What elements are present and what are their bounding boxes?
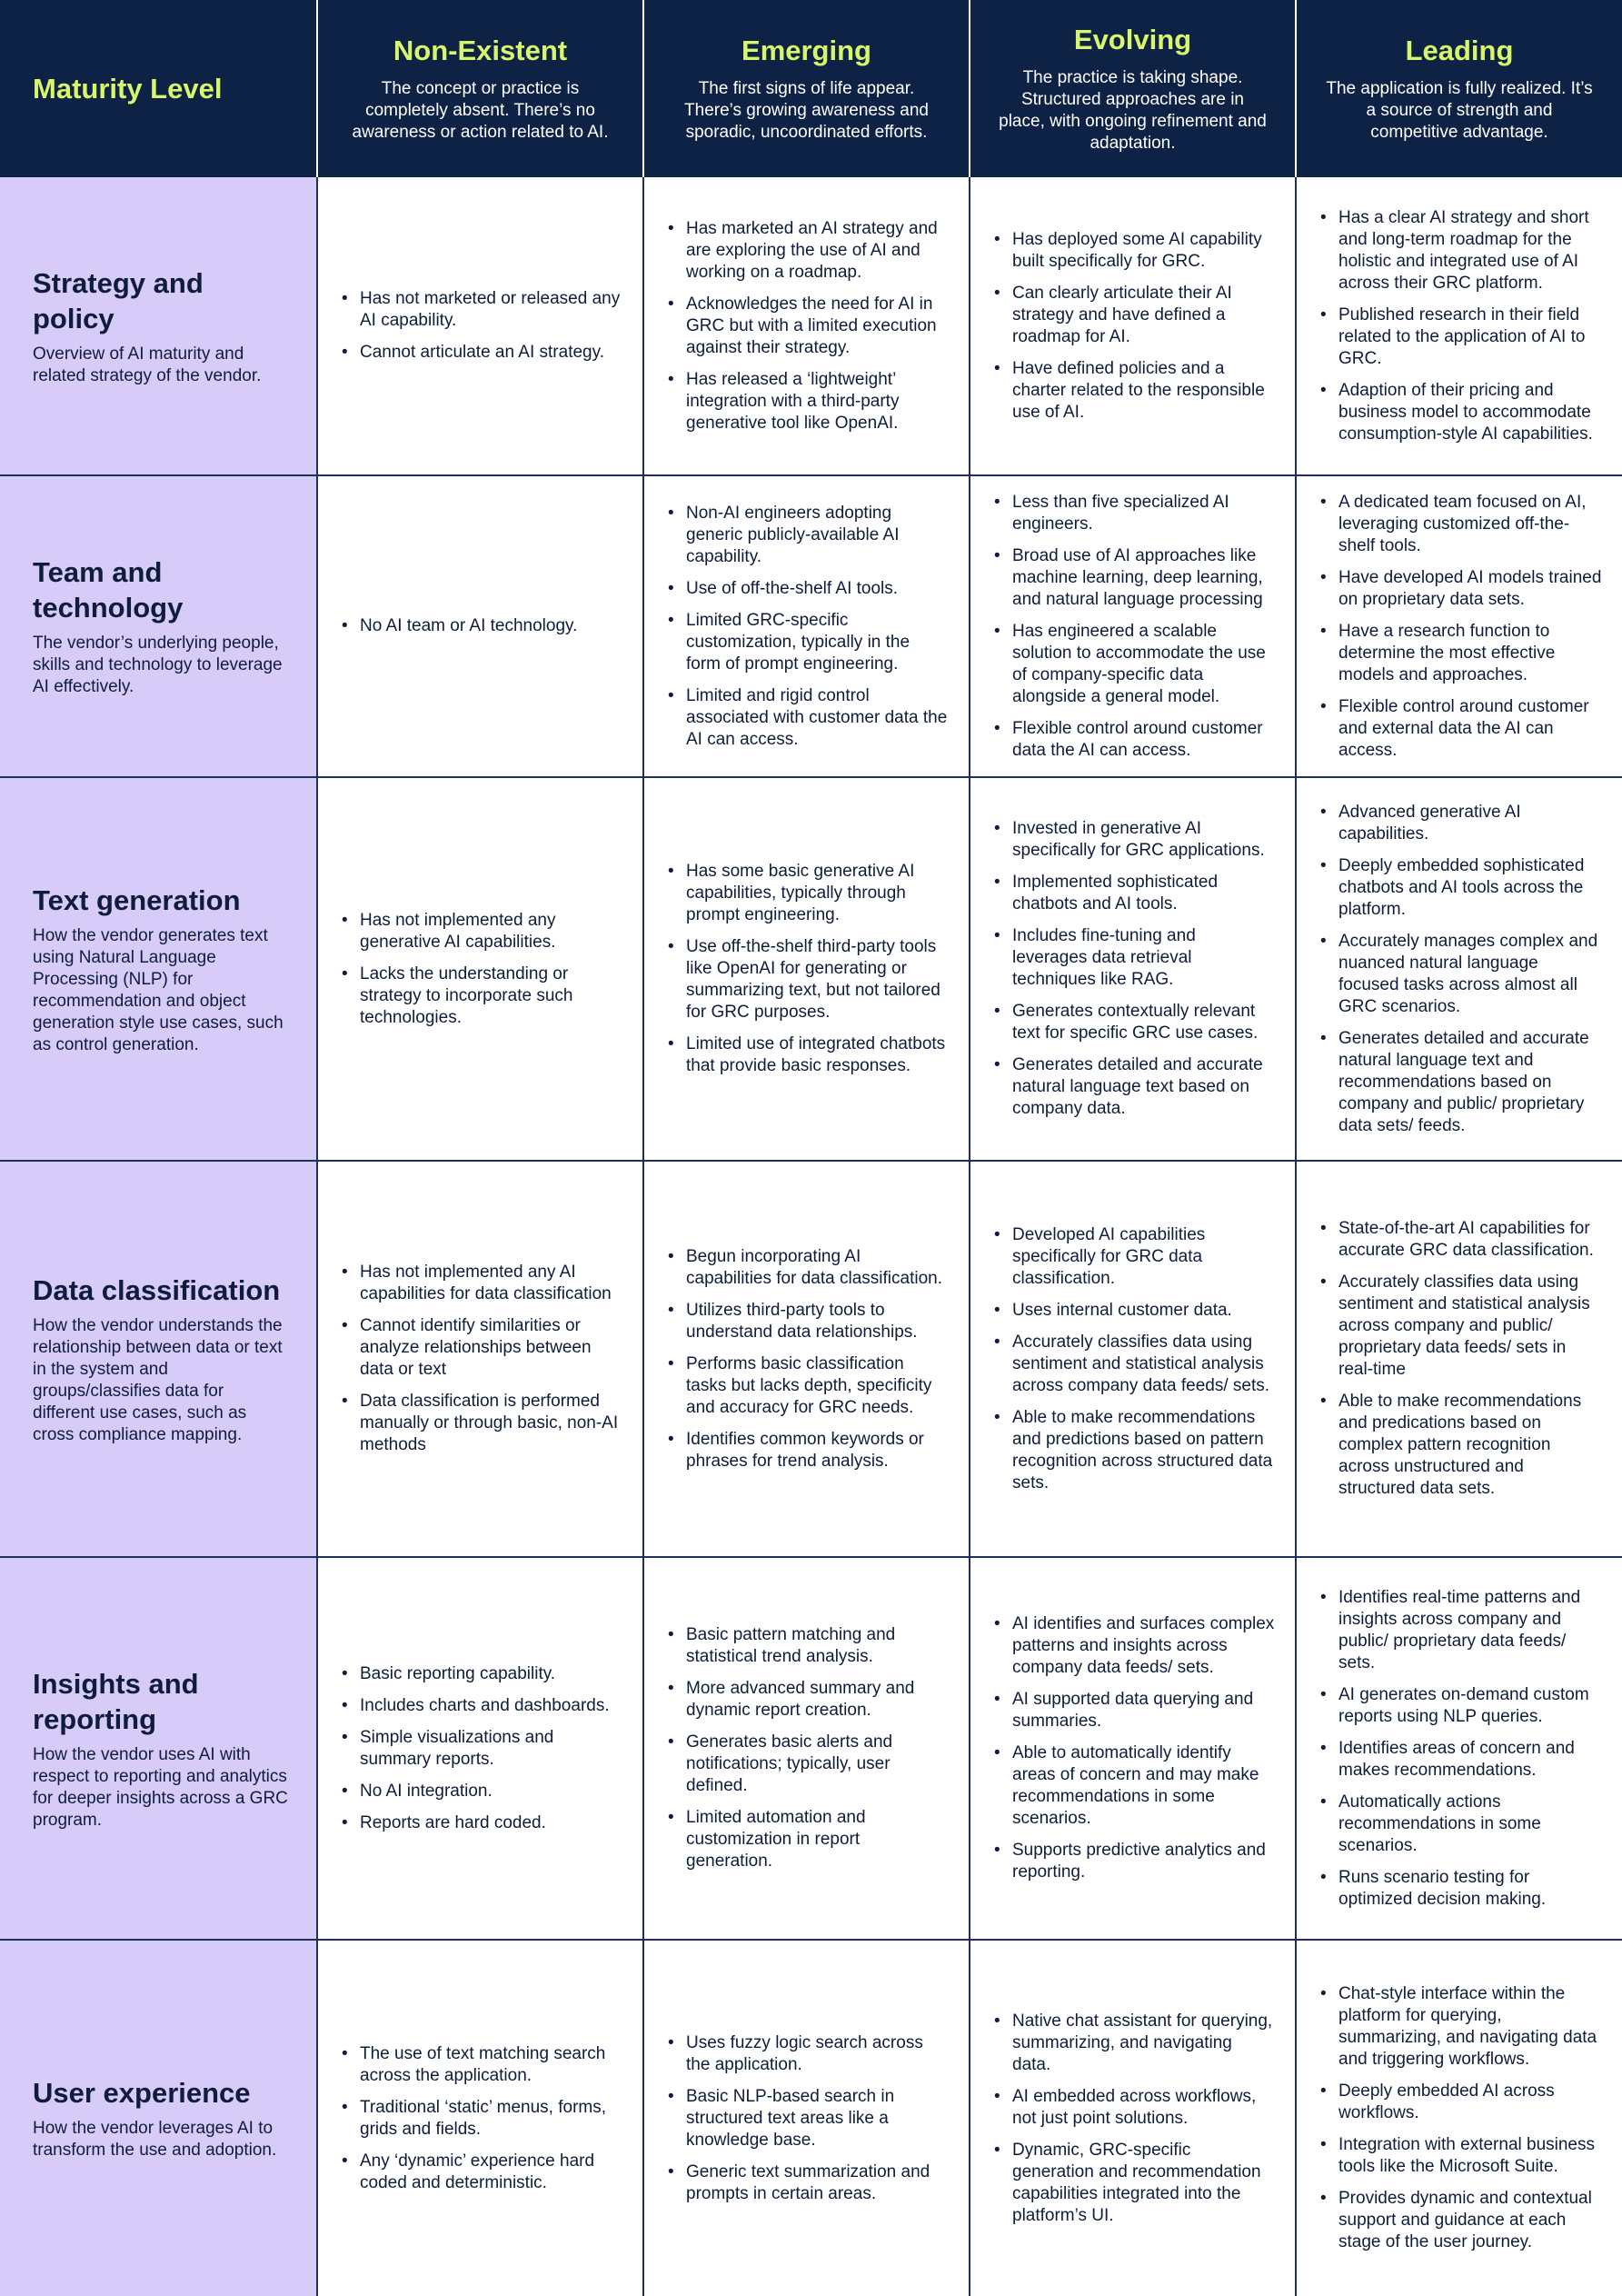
criteria-item: • Performs basic classification tasks but lacks depth, specificity and accuracy for GRC needs. bbox=[662, 1353, 949, 1419]
criteria-cell bbox=[317, 475, 643, 777]
criteria-item: • Cannot identify similarities or analyze relationships between data or text bbox=[336, 1315, 622, 1381]
criteria-item: • Supports predictive analytics and reporting. bbox=[989, 1840, 1275, 1883]
criteria-cell bbox=[970, 1940, 1296, 2296]
dimension-cell bbox=[0, 1557, 317, 1940]
criteria-item: • Utilizes third-party tools to understand data relationships. bbox=[662, 1300, 949, 1343]
criteria-item: • Dynamic, GRC-specific generation and recommendation capabilities integrated into the platform’s UI. bbox=[989, 2140, 1275, 2227]
criteria-cell bbox=[643, 177, 970, 475]
criteria-list bbox=[989, 229, 1275, 424]
dimension-description: Overview of AI maturity and related strategy of the vendor. bbox=[33, 344, 262, 385]
criteria-item: • Flexible control around customer and external data the AI can access. bbox=[1315, 696, 1602, 762]
criteria-cell bbox=[643, 1161, 970, 1557]
criteria-list bbox=[336, 1663, 622, 1834]
criteria-item: • Has deployed some AI capability built specifically for GRC. bbox=[989, 229, 1275, 273]
criteria-cell bbox=[317, 1161, 643, 1557]
criteria-list bbox=[662, 2032, 949, 2205]
criteria-item: • Basic reporting capability. bbox=[336, 1663, 622, 1685]
criteria-item: • Any ‘dynamic’ experience hard coded and deterministic. bbox=[336, 2151, 622, 2194]
matrix-row bbox=[0, 1557, 1622, 1940]
criteria-item: • No AI team or AI technology. bbox=[336, 615, 622, 637]
criteria-list bbox=[1315, 207, 1602, 445]
corner-header bbox=[0, 0, 317, 177]
criteria-cell bbox=[1296, 1161, 1622, 1557]
level-description: The concept or practice is completely absent. There’s no awareness or action related to AI. bbox=[352, 78, 609, 142]
dimension-title: User experience bbox=[33, 2077, 251, 2109]
criteria-item: • Able to make recommendations and predictions based on pattern recognition across structured data sets. bbox=[989, 1407, 1275, 1494]
criteria-item: • Basic NLP-based search in structured text areas like a knowledge base. bbox=[662, 2086, 949, 2151]
criteria-item: • Chat-style interface within the platform for querying, summarizing, and navigating data and triggering workflows. bbox=[1315, 1983, 1602, 2071]
criteria-item: • Accurately classifies data using sentiment and statistical analysis across company data feeds/ sets. bbox=[989, 1332, 1275, 1397]
criteria-item: • The use of text matching search across the application. bbox=[336, 2043, 622, 2087]
criteria-cell bbox=[970, 777, 1296, 1161]
criteria-item: • Identifies real-time patterns and insights across company and public/ proprietary data feeds/ sets. bbox=[1315, 1587, 1602, 1674]
criteria-item: • Native chat assistant for querying, summarizing, and navigating data. bbox=[989, 2011, 1275, 2076]
criteria-item: • AI generates on-demand custom reports using NLP queries. bbox=[1315, 1684, 1602, 1728]
criteria-item: • No AI integration. bbox=[336, 1781, 622, 1802]
level-header-emerging bbox=[643, 0, 970, 177]
criteria-cell bbox=[1296, 475, 1622, 777]
criteria-item: • Has some basic generative AI capabilities, typically through prompt engineering. bbox=[662, 861, 949, 926]
level-description: The application is fully realized. It’s a source of strength and competitive advantage. bbox=[1326, 78, 1593, 142]
level-title: Evolving bbox=[1073, 23, 1192, 55]
criteria-list bbox=[989, 2011, 1275, 2227]
criteria-cell bbox=[970, 1161, 1296, 1557]
criteria-list bbox=[1315, 1587, 1602, 1911]
dimension-title: Text generation bbox=[33, 883, 241, 916]
dimension-description: How the vendor leverages AI to transform the use and adoption. bbox=[33, 2119, 277, 2160]
criteria-item: • Published research in their field related to the application of AI to GRC. bbox=[1315, 304, 1602, 370]
criteria-item: • AI identifies and surfaces complex patterns and insights across company data feeds/ sets. bbox=[989, 1613, 1275, 1679]
level-description: The practice is taking shape. Structured approaches are in place, with ongoing refinement and adaptation. bbox=[999, 67, 1267, 153]
criteria-cell bbox=[970, 475, 1296, 777]
criteria-item: • Basic pattern matching and statistical trend analysis. bbox=[662, 1624, 949, 1668]
criteria-item: • Runs scenario testing for optimized decision making. bbox=[1315, 1867, 1602, 1911]
criteria-item: • Adaption of their pricing and business model to accommodate consumption-style AI capabilities. bbox=[1315, 380, 1602, 445]
criteria-list bbox=[336, 2043, 622, 2194]
dimension-cell bbox=[0, 1161, 317, 1557]
criteria-item: • Has engineered a scalable solution to accommodate the use of company-specific data alongside a general model. bbox=[989, 621, 1275, 708]
criteria-item: • Has marketed an AI strategy and are exploring the use of AI and working on a roadmap. bbox=[662, 218, 949, 284]
level-title: Emerging bbox=[741, 34, 871, 66]
dimension-cell bbox=[0, 1940, 317, 2296]
criteria-list bbox=[1315, 1983, 1602, 2253]
criteria-item: • Integration with external business tools like the Microsoft Suite. bbox=[1315, 2134, 1602, 2178]
criteria-list bbox=[336, 910, 622, 1029]
matrix-row bbox=[0, 1940, 1622, 2296]
criteria-item: • Limited use of integrated chatbots that provide basic responses. bbox=[662, 1033, 949, 1077]
criteria-cell bbox=[317, 177, 643, 475]
criteria-item: • Have defined policies and a charter related to the responsible use of AI. bbox=[989, 358, 1275, 424]
level-header-leading bbox=[1296, 0, 1622, 177]
criteria-item: • State-of-the-art AI capabilities for accurate GRC data classification. bbox=[1315, 1218, 1602, 1262]
criteria-cell bbox=[317, 777, 643, 1161]
criteria-item: • Use off-the-shelf third-party tools like OpenAI for generating or summarizing text, but not tailored for GRC purposes. bbox=[662, 936, 949, 1023]
dimension-description: How the vendor understands the relationship between data or text in the system and groups/classifies data for different use cases, such as cross compliance mapping. bbox=[33, 1315, 283, 1444]
criteria-item: • Limited automation and customization in report generation. bbox=[662, 1807, 949, 1872]
criteria-item: • AI supported data querying and summaries. bbox=[989, 1689, 1275, 1732]
criteria-cell bbox=[1296, 1940, 1622, 2296]
criteria-item: • Deeply embedded AI across workflows. bbox=[1315, 2081, 1602, 2124]
criteria-item: • Generates detailed and accurate natural language text and recommendations based on company and public/ proprietary data sets/ feeds. bbox=[1315, 1028, 1602, 1137]
criteria-cell bbox=[643, 777, 970, 1161]
criteria-cell bbox=[1296, 177, 1622, 475]
dimension-title: Insights and reporting bbox=[33, 1667, 199, 1735]
criteria-item: • Includes charts and dashboards. bbox=[336, 1695, 622, 1717]
criteria-item: • Flexible control around customer data the AI can access. bbox=[989, 718, 1275, 762]
matrix-row bbox=[0, 475, 1622, 777]
criteria-item: • Identifies common keywords or phrases for trend analysis. bbox=[662, 1429, 949, 1472]
criteria-item: • Accurately classifies data using sentiment and statistical analysis across company and public/ proprietary data feeds/ sets in real-time bbox=[1315, 1272, 1602, 1381]
criteria-list bbox=[1315, 492, 1602, 762]
dimension-cell bbox=[0, 777, 317, 1161]
criteria-cell bbox=[1296, 777, 1622, 1161]
criteria-item: • Invested in generative AI specifically for GRC applications. bbox=[989, 818, 1275, 862]
criteria-item: • Begun incorporating AI capabilities for data classification. bbox=[662, 1246, 949, 1290]
criteria-item: • Developed AI capabilities specifically for GRC data classification. bbox=[989, 1224, 1275, 1290]
criteria-item: • Has not implemented any generative AI capabilities. bbox=[336, 910, 622, 953]
dimension-title: Team and technology bbox=[33, 556, 184, 624]
criteria-cell bbox=[643, 1557, 970, 1940]
criteria-item: • Reports are hard coded. bbox=[336, 1812, 622, 1834]
criteria-item: • Broad use of AI approaches like machine learning, deep learning, and natural language processing bbox=[989, 545, 1275, 611]
dimension-title: Data classification bbox=[33, 1273, 281, 1306]
criteria-list bbox=[336, 615, 622, 637]
criteria-item: • Generic text summarization and prompts in certain areas. bbox=[662, 2161, 949, 2205]
criteria-item: • Has released a ‘lightweight’ integration with a third-party generative tool like OpenAI. bbox=[662, 369, 949, 434]
criteria-list bbox=[1315, 802, 1602, 1137]
level-description: The first signs of life appear. There’s growing awareness and sporadic, uncoordinated efforts. bbox=[684, 78, 929, 142]
criteria-item: • Use of off-the-shelf AI tools. bbox=[662, 578, 949, 600]
criteria-item: • Advanced generative AI capabilities. bbox=[1315, 802, 1602, 845]
criteria-list bbox=[989, 818, 1275, 1120]
criteria-item: • Automatically actions recommendations in some scenarios. bbox=[1315, 1792, 1602, 1857]
criteria-cell bbox=[643, 1940, 970, 2296]
criteria-item: • Includes fine-tuning and leverages data retrieval techniques like RAG. bbox=[989, 925, 1275, 991]
matrix-row bbox=[0, 177, 1622, 475]
criteria-item: • Limited and rigid control associated with customer data the AI can access. bbox=[662, 685, 949, 751]
dimension-cell bbox=[0, 177, 317, 475]
criteria-item: • Accurately manages complex and nuanced natural language focused tasks across almost all GRC scenarios. bbox=[1315, 931, 1602, 1018]
criteria-item: • Simple visualizations and summary reports. bbox=[336, 1727, 622, 1771]
criteria-list bbox=[1315, 1218, 1602, 1500]
matrix-row bbox=[0, 1161, 1622, 1557]
criteria-item: • Generates basic alerts and notifications; typically, user defined. bbox=[662, 1732, 949, 1797]
criteria-item: • Uses internal customer data. bbox=[989, 1300, 1275, 1322]
criteria-item: • Generates contextually relevant text for specific GRC use cases. bbox=[989, 1001, 1275, 1044]
criteria-item: • More advanced summary and dynamic report creation. bbox=[662, 1678, 949, 1722]
criteria-item: • Non-AI engineers adopting generic publicly-available AI capability. bbox=[662, 503, 949, 568]
level-header-non-existent bbox=[317, 0, 643, 177]
dimension-cell bbox=[0, 475, 317, 777]
criteria-item: • Able to automatically identify areas of concern and may make recommendations in some scenarios. bbox=[989, 1742, 1275, 1830]
criteria-cell bbox=[970, 1557, 1296, 1940]
criteria-item: • Data classification is performed manually or through basic, non-AI methods bbox=[336, 1391, 622, 1456]
dimension-description: How the vendor uses AI with respect to reporting and analytics for deeper insights across a GRC program. bbox=[33, 1744, 288, 1830]
matrix-header bbox=[0, 0, 1622, 177]
dimension-description: How the vendor generates text using Natural Language Processing (NLP) for recommendation and object generation style use cases, such as control generation. bbox=[33, 925, 284, 1054]
criteria-item: • Identifies areas of concern and makes recommendations. bbox=[1315, 1738, 1602, 1782]
criteria-list bbox=[662, 1246, 949, 1472]
criteria-item: • Deeply embedded sophisticated chatbots and AI tools across the platform. bbox=[1315, 855, 1602, 921]
criteria-item: • Acknowledges the need for AI in GRC but with a limited execution against their strategy. bbox=[662, 294, 949, 359]
level-header-evolving bbox=[970, 0, 1296, 177]
criteria-list bbox=[336, 1262, 622, 1456]
criteria-item: • Lacks the understanding or strategy to incorporate such technologies. bbox=[336, 963, 622, 1029]
criteria-item: • AI embedded across workflows, not just point solutions. bbox=[989, 2086, 1275, 2130]
criteria-list bbox=[662, 218, 949, 434]
criteria-item: • Cannot articulate an AI strategy. bbox=[336, 342, 622, 364]
criteria-list bbox=[989, 1613, 1275, 1883]
criteria-item: • Generates detailed and accurate natural language text based on company data. bbox=[989, 1054, 1275, 1120]
dimension-description: The vendor’s underlying people, skills and technology to leverage AI effectively. bbox=[33, 634, 283, 696]
matrix-row bbox=[0, 777, 1622, 1161]
criteria-item: • Provides dynamic and contextual support and guidance at each stage of the user journey. bbox=[1315, 2188, 1602, 2253]
criteria-cell bbox=[1296, 1557, 1622, 1940]
level-title: Non-Existent bbox=[393, 34, 568, 66]
level-title: Leading bbox=[1405, 34, 1514, 66]
criteria-item: • Traditional ‘static’ menus, forms, grids and fields. bbox=[336, 2097, 622, 2141]
criteria-item: • Has a clear AI strategy and short and long-term roadmap for the holistic and integrated use of AI across their GRC platform. bbox=[1315, 207, 1602, 294]
maturity-level-label: Maturity Level bbox=[33, 72, 223, 105]
criteria-list bbox=[989, 492, 1275, 762]
criteria-cell bbox=[317, 1557, 643, 1940]
criteria-cell bbox=[317, 1940, 643, 2296]
criteria-list bbox=[662, 503, 949, 751]
criteria-item: • Less than five specialized AI engineers. bbox=[989, 492, 1275, 535]
criteria-list bbox=[662, 861, 949, 1077]
criteria-item: • Uses fuzzy logic search across the application. bbox=[662, 2032, 949, 2076]
criteria-item: • Implemented sophisticated chatbots and AI tools. bbox=[989, 872, 1275, 915]
criteria-item: • Limited GRC-specific customization, typically in the form of prompt engineering. bbox=[662, 610, 949, 675]
criteria-list bbox=[336, 288, 622, 364]
criteria-cell bbox=[970, 177, 1296, 475]
criteria-item: • Able to make recommendations and predications based on complex pattern recognition across unstructured and structured data sets. bbox=[1315, 1391, 1602, 1500]
dimension-title: Strategy and policy bbox=[33, 266, 204, 334]
criteria-item: • A dedicated team focused on AI, leveraging customized off-the-shelf tools. bbox=[1315, 492, 1602, 557]
criteria-item: • Have a research function to determine the most effective models and approaches. bbox=[1315, 621, 1602, 686]
criteria-item: • Has not marketed or released any AI capability. bbox=[336, 288, 622, 332]
criteria-cell bbox=[643, 475, 970, 777]
criteria-list bbox=[989, 1224, 1275, 1494]
matrix-body bbox=[0, 177, 1622, 2296]
criteria-item: • Have developed AI models trained on proprietary data sets. bbox=[1315, 567, 1602, 611]
criteria-item: • Can clearly articulate their AI strategy and have defined a roadmap for AI. bbox=[989, 283, 1275, 348]
criteria-item: • Has not implemented any AI capabilities for data classification bbox=[336, 1262, 622, 1305]
criteria-list bbox=[662, 1624, 949, 1872]
